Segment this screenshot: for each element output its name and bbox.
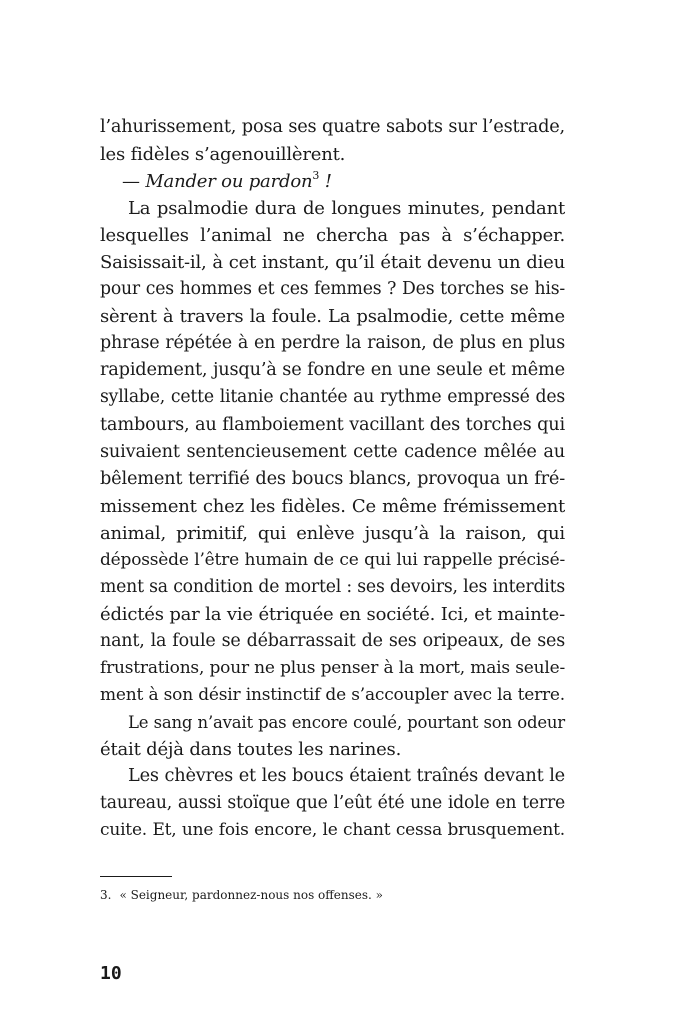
text-line: les fidèles s’agenouillèrent. [100, 144, 346, 166]
text-line: ment à son désir instinctif de s’accoupler avec la terre. [100, 684, 565, 705]
text-line [100, 168, 565, 195]
text-line: dépossède l’être humain de ce qui lui rappelle précisé- [100, 549, 565, 570]
text-line: ment sa condition de mortel : ses devoirs, les interdits [100, 576, 565, 597]
text-line: Les chèvres et les boucs étaient traînés devant le [128, 766, 565, 787]
text-line: syllabe, cette litanie chantée au rythme empressé des [100, 387, 565, 408]
text-line: taureau, aussi stoïque que l’eût été une idole en terre [100, 793, 565, 814]
dialogue-dash: — [122, 171, 146, 193]
footnote-text: « Seigneur, pardonnez-nous nos offenses. » [119, 888, 384, 902]
text-line: lesquelles l’animal ne chercha pas à s’échapper. [100, 225, 565, 247]
footnote [100, 886, 565, 904]
text-line: pour ces hommes et ces femmes ? Des torches se his- [100, 279, 565, 300]
page-number: 10 [100, 963, 122, 984]
text-line: tambours, au flamboiement vacillant des torches qui [100, 414, 565, 435]
text-line: phrase répétée à en perdre la raison, de plus en plus [100, 333, 565, 354]
text-line: édictés par la vie étriquée en société. Ici, et mainte- [100, 603, 565, 625]
text-line: animal, primitif, qui enlève jusqu’à la raison, qui [100, 522, 565, 544]
text-line: était déjà dans toutes les narines. [100, 739, 402, 761]
text-line: l’ahurissement, posa ses quatre sabots sur l’estrade, [100, 117, 565, 137]
text-line: frustrations, pour ne plus penser à la mort, mais seule- [100, 657, 565, 678]
footnote-number: 3. [100, 888, 112, 902]
dialogue-text: Mander ou pardon [145, 171, 313, 193]
text-line: bêlement terrifié des boucs blancs, provoqua un fré- [100, 468, 565, 489]
text-line: rapidement, jusqu’à se fondre en une seule et même [100, 360, 565, 381]
dialogue-punct: ! [319, 171, 332, 193]
footnote-ref: 3 [312, 169, 320, 183]
body-text [100, 114, 565, 844]
text-line: sèrent à travers la foule. La psalmodie, cette même [100, 306, 565, 328]
footnote-rule [100, 876, 172, 877]
text-line: La psalmodie dura de longues minutes, pendant [128, 198, 565, 220]
text-line: cuite. Et, une fois encore, le chant cessa brusquement. [100, 820, 565, 841]
text-line: nant, la foule se débarrassait de ses oripeaux, de ses [100, 630, 565, 651]
text-line: missement chez les fidèles. Ce même frémissement [100, 495, 565, 517]
text-line: Le sang n’avait pas encore coulé, pourtant son odeur [128, 713, 565, 733]
text-line: Saisissait-il, à cet instant, qu’il était devenu un dieu [100, 252, 565, 274]
text-line: suivaient sentencieusement cette cadence mêlée au [100, 441, 565, 462]
